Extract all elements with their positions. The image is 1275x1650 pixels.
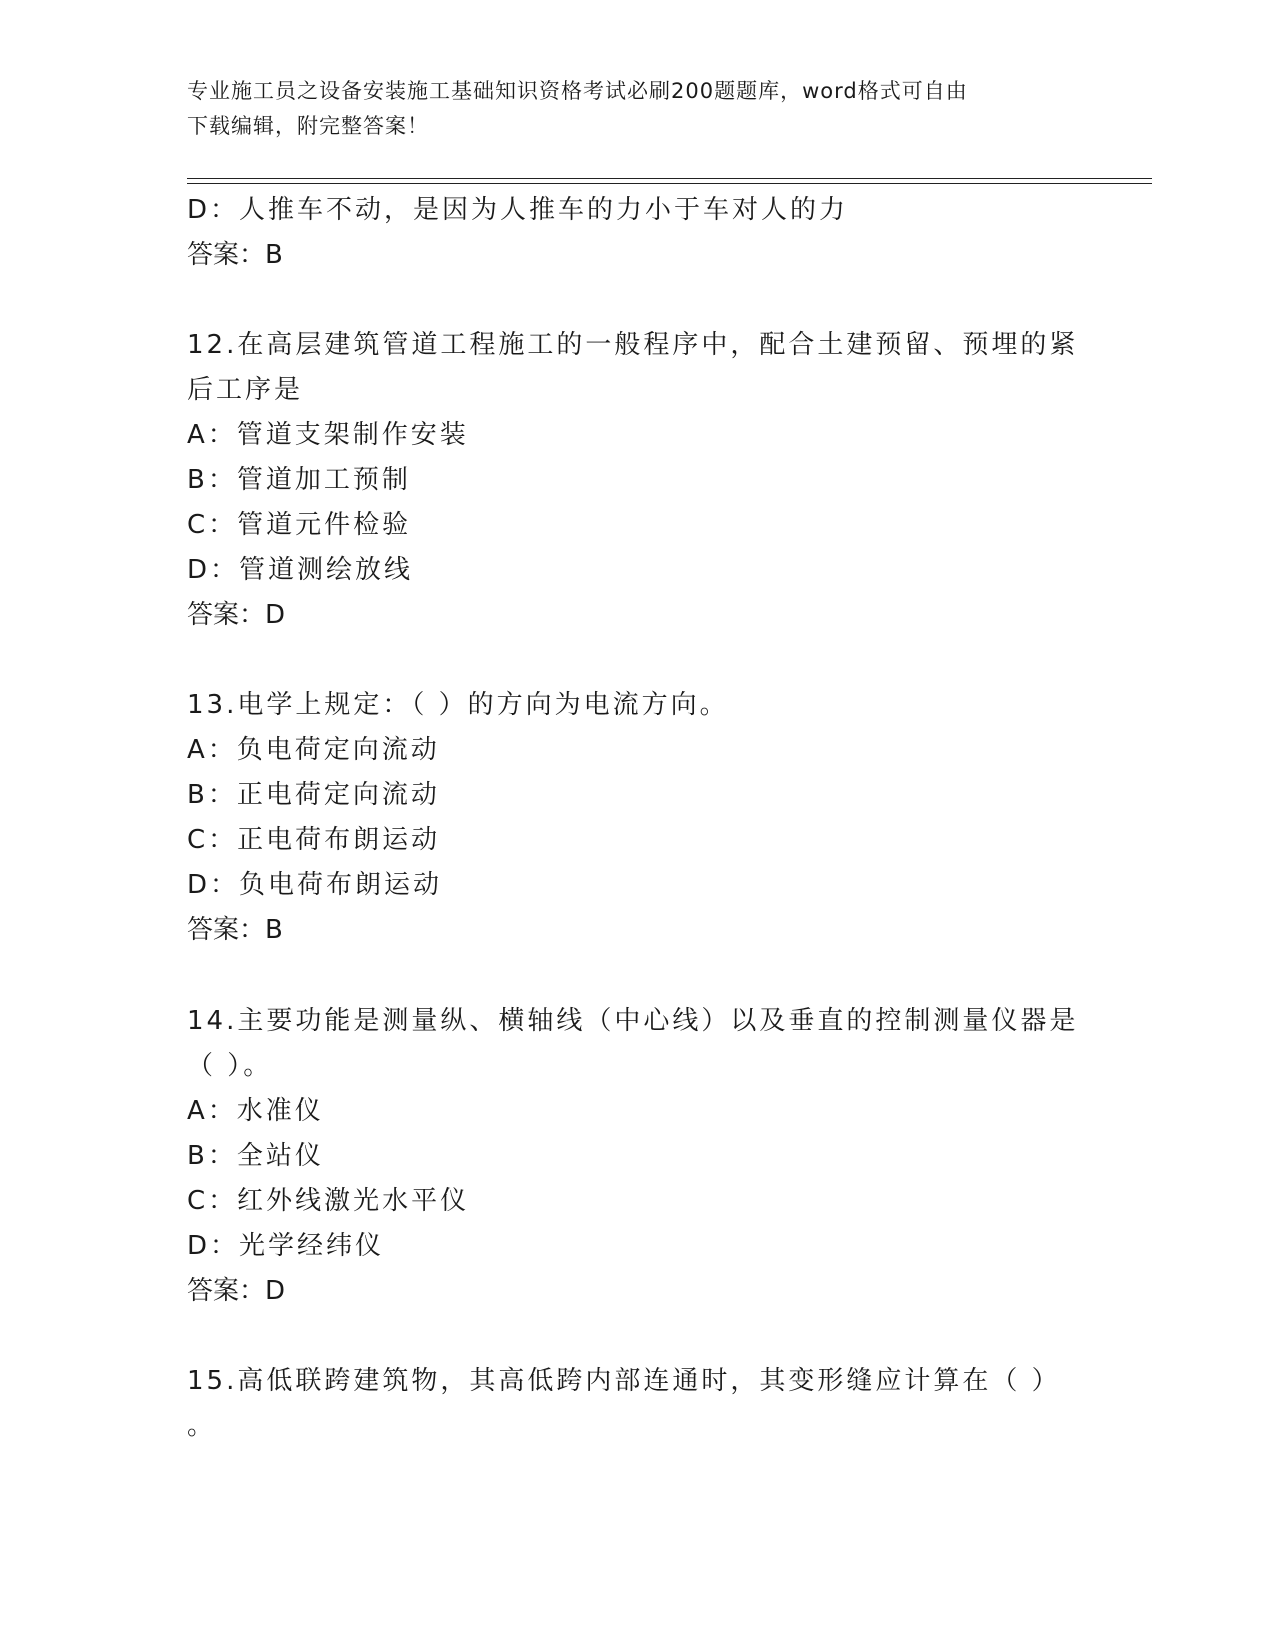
q12-option-c: C：管道元件检验 xyxy=(187,510,412,540)
q13-option-b: B：正电荷定向流动 xyxy=(187,780,440,810)
q12-option-a: A：管道支架制作安装 xyxy=(187,420,469,450)
q13-option-a: A：负电荷定向流动 xyxy=(187,735,440,765)
q15-stem-line-2: 。 xyxy=(187,1411,217,1441)
document-header xyxy=(187,74,1067,144)
q13-option-c: C：正电荷布朗运动 xyxy=(187,825,441,855)
q13-stem: 13.电学上规定：（ ）的方向为电流方向。 xyxy=(187,690,729,720)
q14-answer: 答案：D xyxy=(187,1276,286,1306)
q11-option-d: D：人推车不动，是因为人推车的力小于车对人的力 xyxy=(187,195,849,225)
q12-stem-line-1: 12.在高层建筑管道工程施工的一般程序中，配合土建预留、预埋的紧 xyxy=(187,330,1079,360)
q12-stem-line-2: 后工序是 xyxy=(187,375,304,405)
header-divider-bottom xyxy=(187,183,1152,184)
q15-stem-line-1: 15.高低联跨建筑物，其高低跨内部连通时，其变形缝应计算在（ ） xyxy=(187,1366,1061,1396)
q14-option-a: A：水准仪 xyxy=(187,1096,324,1126)
q13-answer: 答案：B xyxy=(187,915,283,945)
q14-option-c: C：红外线激光水平仪 xyxy=(187,1186,470,1216)
header-line-2: 下载编辑，附完整答案！ xyxy=(187,114,429,138)
q12-answer: 答案：D xyxy=(187,600,286,630)
q13-option-d: D：负电荷布朗运动 xyxy=(187,870,443,900)
header-divider-top xyxy=(187,178,1152,179)
q12-option-d: D：管道测绘放线 xyxy=(187,555,414,585)
q14-option-d: D：光学经纬仪 xyxy=(187,1231,385,1261)
header-line-1: 专业施工员之设备安装施工基础知识资格考试必刷200题题库，word格式可自由 xyxy=(187,79,968,103)
q11-answer: 答案：B xyxy=(187,240,283,270)
q12-option-b: B：管道加工预制 xyxy=(187,465,411,495)
q14-stem-line-2: （ ）。 xyxy=(187,1051,273,1081)
q14-option-b: B：全站仪 xyxy=(187,1141,324,1171)
q14-stem-line-1: 14.主要功能是测量纵、横轴线（中心线）以及垂直的控制测量仪器是 xyxy=(187,1006,1079,1036)
